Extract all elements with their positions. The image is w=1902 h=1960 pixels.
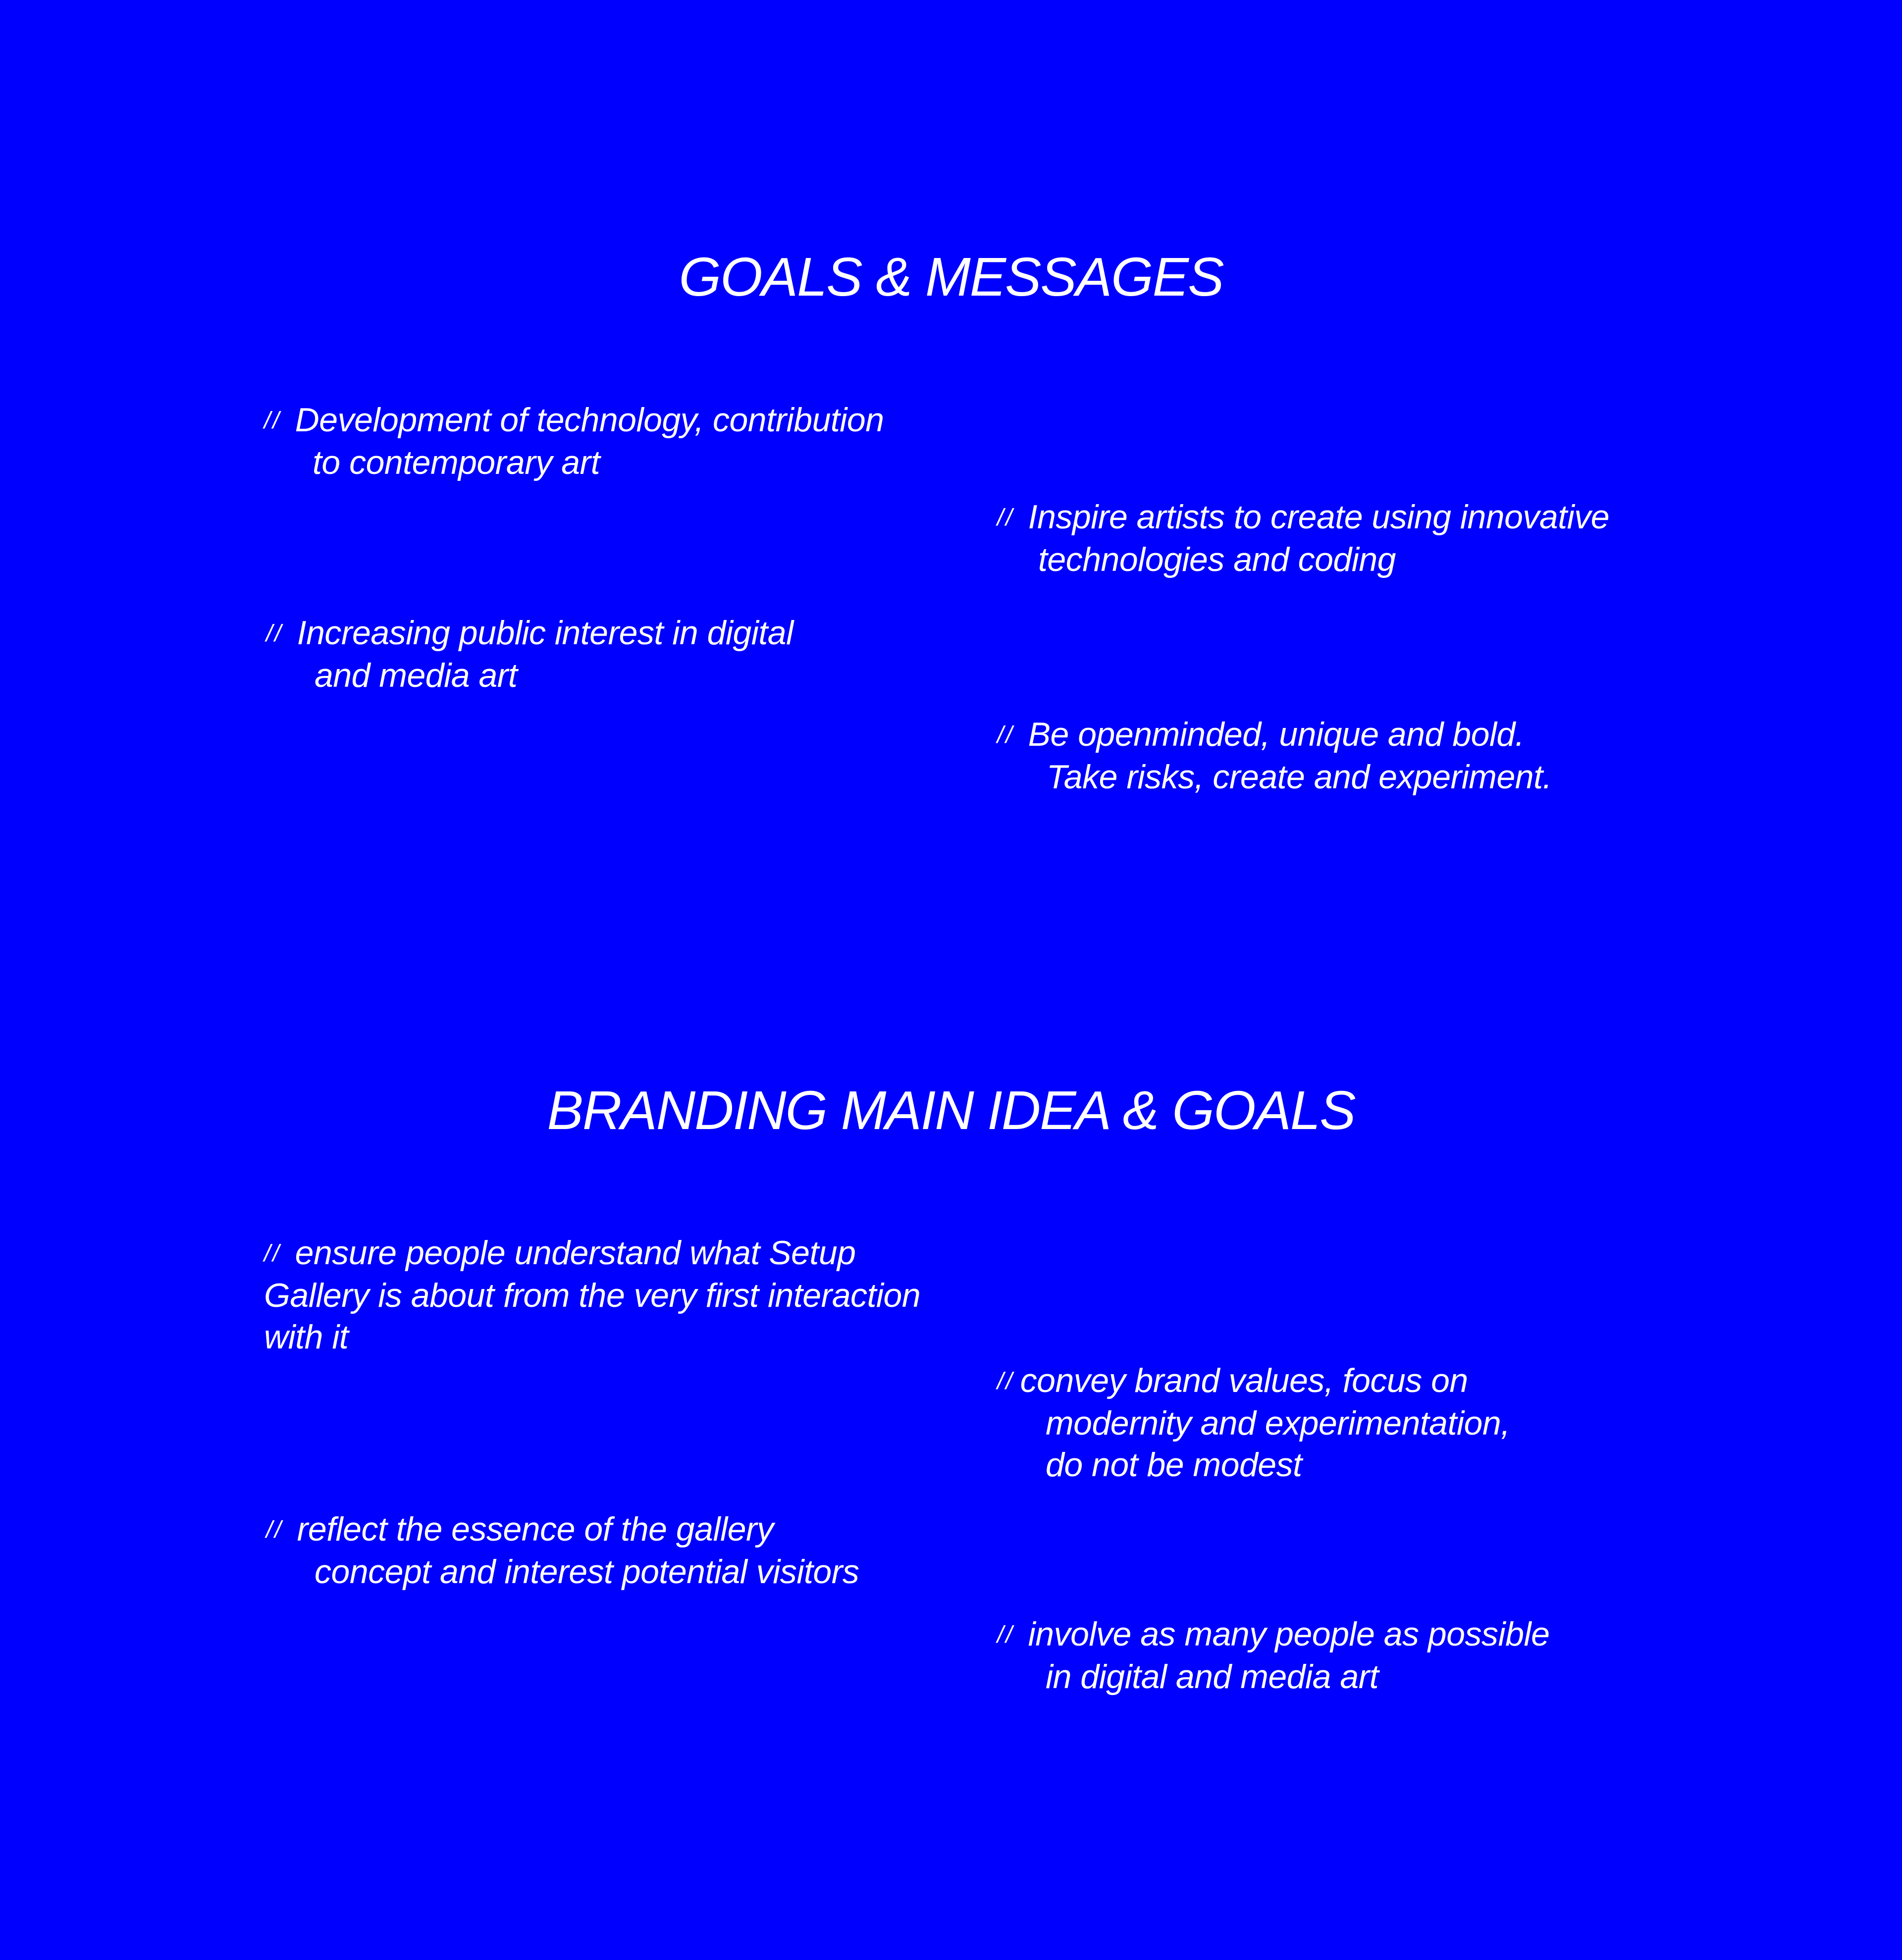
double-slash-marker: // xyxy=(997,1622,1014,1648)
branding-item-line-1: // reflect the essence of the gallery xyxy=(266,1508,859,1551)
branding-item-understand xyxy=(264,1232,920,1358)
goal-item-line-2: and media art xyxy=(315,657,518,694)
goal-item-line-2: technologies and coding xyxy=(1038,541,1396,578)
branding-item-line-2: in digital and media art xyxy=(1046,1658,1379,1696)
branding-item-line-2: modernity and experimentation, xyxy=(1046,1404,1510,1442)
double-slash-marker: // xyxy=(997,1368,1014,1394)
goal-item-openminded xyxy=(997,714,1552,798)
branding-item-line-1: // ensure people understand what Setup xyxy=(264,1232,920,1275)
goal-item-inspire-artists xyxy=(997,496,1609,580)
goal-item-line-2: to contemporary art xyxy=(313,444,600,481)
branding-item-essence xyxy=(266,1508,859,1593)
goal-item-line-2: Take risks, create and experiment. xyxy=(1047,758,1552,796)
branding-goals-heading: BRANDING MAIN IDEA & GOALS xyxy=(547,1080,1355,1141)
branding-item-line-1: // convey brand values, focus on xyxy=(997,1360,1510,1402)
double-slash-marker: // xyxy=(997,722,1014,748)
branding-item-line-2: concept and interest potential visitors xyxy=(315,1553,859,1591)
branding-item-line-2: Gallery is about from the very first interaction xyxy=(264,1277,921,1314)
branding-item-line-1: // involve as many people as possible xyxy=(997,1613,1549,1656)
goals-messages-heading: GOALS & MESSAGES xyxy=(679,247,1223,308)
goal-item-line-1: // Be openminded, unique and bold. xyxy=(997,714,1552,756)
goal-item-technology-development xyxy=(264,399,884,483)
double-slash-marker: // xyxy=(264,408,281,434)
double-slash-marker: // xyxy=(266,1517,283,1543)
double-slash-marker: // xyxy=(266,620,283,647)
double-slash-marker: // xyxy=(997,505,1014,531)
goal-item-line-1: // Development of technology, contribution xyxy=(264,399,884,442)
branding-item-brand-values xyxy=(997,1360,1510,1486)
double-slash-marker: // xyxy=(264,1240,281,1267)
branding-item-line-3: with it xyxy=(264,1318,349,1356)
goal-item-line-1: // Increasing public interest in digital xyxy=(266,612,793,655)
branding-item-involve-people xyxy=(997,1613,1549,1698)
goal-item-line-1: // Inspire artists to create using innovative xyxy=(997,496,1609,539)
goal-item-public-interest xyxy=(266,612,793,696)
branding-item-line-3: do not be modest xyxy=(1046,1446,1302,1484)
